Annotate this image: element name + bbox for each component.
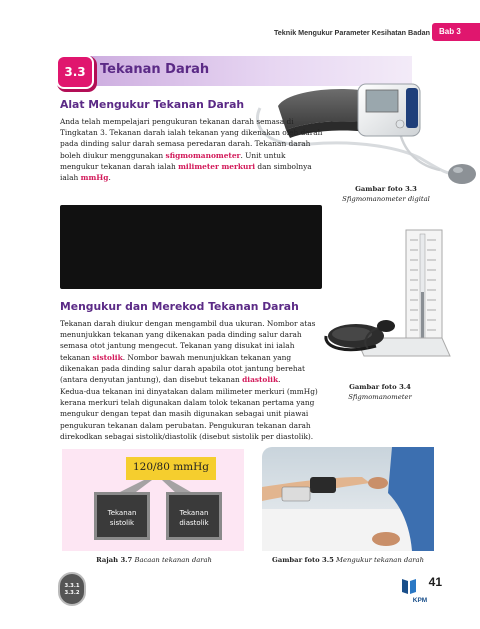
diastolic-label-line1: Tekanan [179, 509, 209, 517]
mercury-sphygmomanometer-photo [316, 228, 451, 378]
paragraph-mengukur-merekod [60, 318, 326, 385]
keyword-diastolik: diastolik [242, 375, 279, 385]
standard-code-1: 3.3.1 [64, 583, 80, 589]
para-text: . [108, 173, 111, 183]
para-text: . Nombor bawah menunjukkan tekanan yang dikenakan pada dinding salur darah apabila otot jantung berehat (antara denyutan jantung), dan disebut tekanan [60, 352, 306, 385]
photo-3-4-caption: Sfigmomanometer [348, 393, 412, 401]
redacted-block [60, 205, 322, 289]
para-text: . Unit untuk mengukur tekanan darah ialah [60, 150, 286, 171]
heading-alat-mengukur: Alat Mengukur Tekanan Darah [60, 98, 245, 111]
keyword-milimeter-merkuri: milimeter merkuri [178, 161, 256, 171]
blood-pressure-reading: 120/80 mmHg [132, 461, 210, 473]
keyword-sfigmomanometer: sfigmomanometer [165, 150, 241, 160]
measuring-blood-pressure-photo [262, 447, 434, 551]
learning-standard-badge [58, 572, 86, 606]
diastolic-label-line2: diastolik [179, 519, 209, 527]
systolic-label-line2: sistolik [109, 519, 135, 527]
standard-code-2: 3.3.2 [64, 590, 80, 596]
keyword-sistolik: sistolik [92, 352, 123, 362]
figure-3-7-label: Rajah 3.7 [96, 556, 133, 564]
para-text: . [278, 375, 281, 385]
figure-3-7-caption-text: Bacaan tekanan darah [134, 556, 212, 564]
page-number: 41 [428, 575, 442, 589]
systolic-label-line1: Tekanan [107, 509, 137, 517]
publisher-label: KPM [412, 597, 428, 604]
figure-3-7-caption [64, 556, 244, 564]
heading-mengukur-merekod: Mengukur dan Merekod Tekanan Darah [60, 300, 299, 313]
section-number-badge: 3.3 [58, 57, 92, 87]
diastolic-label [166, 508, 222, 528]
photo-3-4-label: Gambar foto 3.4 [349, 383, 411, 391]
para-text: Anda telah mempelajari pengukuran tekanan darah semasa di Tingkatan 3. Tekanan darah ialah tekanan yang dikenakan oleh darah pada dinding salur darah semasa peredaran darah. Tekanan darah boleh diukur menggunakan [60, 117, 323, 160]
photo-3-5-label: Gambar foto 3.5 [272, 556, 334, 564]
systolic-label [94, 508, 150, 528]
paragraph-alat-mengukur [60, 116, 326, 183]
keyword-mmhg: mmHg [80, 173, 109, 183]
para-text: dan simbolnya ialah [60, 161, 312, 183]
section-title: Tekanan Darah [100, 62, 210, 77]
photo-3-3-label: Gambar foto 3.3 [355, 185, 417, 193]
photo-3-3-caption: Sfigmomanometer digital [342, 195, 430, 203]
chapter-title: Teknik Mengukur Parameter Kesihatan Badan [273, 28, 430, 37]
para-text: Tekanan darah diukur dengan mengambil dua ukuran. Nombor atas menunjukkan tekanan yang dikenakan pada dinding salur darah semasa otot jantung mengecut. Tekanan yang disukat ini ialah tekanan [60, 319, 316, 362]
photo-3-5-caption [262, 556, 434, 564]
chapter-badge: Bab 3 [432, 23, 480, 41]
photo-3-5-caption-text: Mengukur tekanan darah [336, 556, 424, 564]
paragraph-mmhg-explanation: Kedua-dua tekanan ini dinyatakan dalam milimeter merkuri (mmHg) kerana merkuri telah digunakan dalam tolok tekanan pertama yang mengukur dengan tepat dan masih digunakan sebagai unit piawai pengukuran tekanan dalam perubatan. Pengukuran tekanan darah direkodkan sebagai sistolik/diastolik (disebut sistolik per diastolik). [60, 387, 318, 441]
